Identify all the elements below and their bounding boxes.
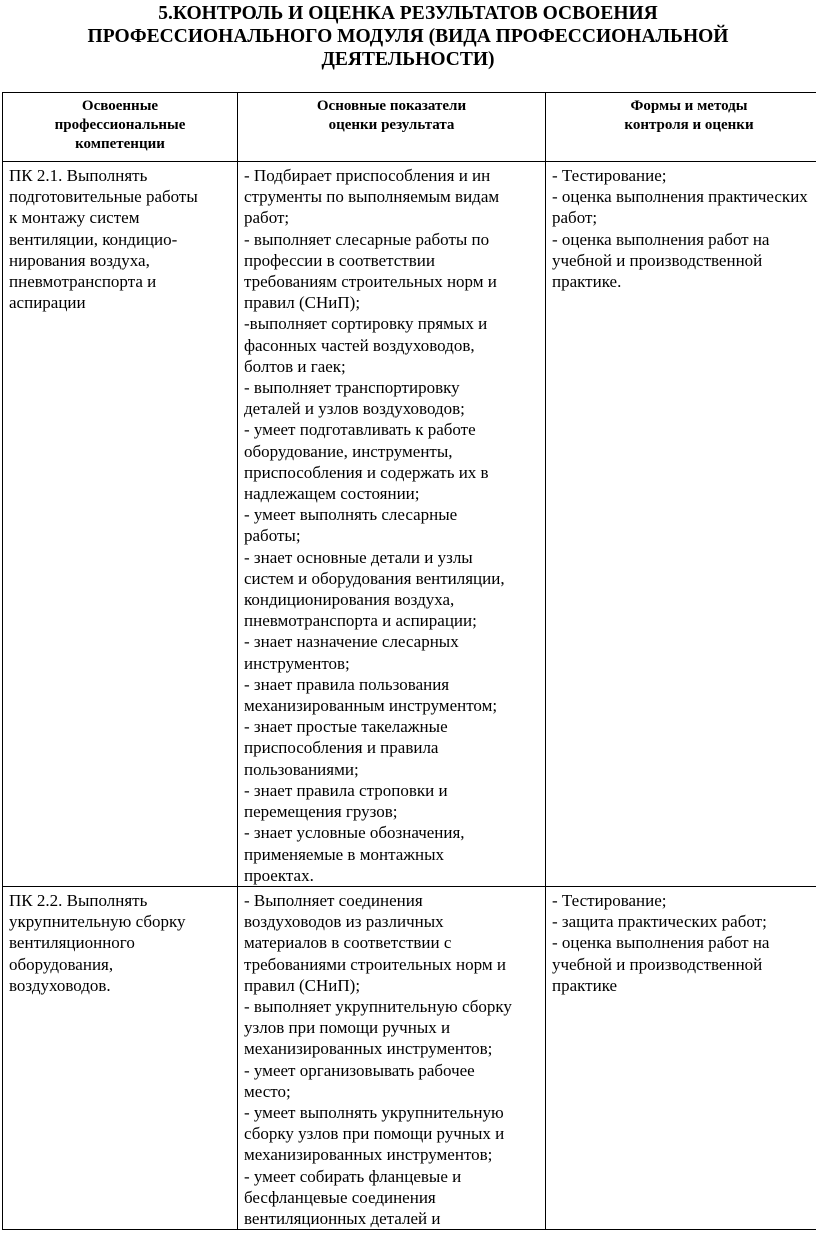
assessment-table xyxy=(2,92,816,1230)
competence-cell: ПК 2.2. Выполнять укрупнительную сборку вентиляционного оборудования, воздуховодов. xyxy=(3,886,238,1229)
table-viewport xyxy=(0,92,816,1235)
title-line-1: 5.КОНТРОЛЬ И ОЦЕНКА РЕЗУЛЬТАТОВ ОСВОЕНИЯ xyxy=(158,3,658,24)
header-indicators: Основные показатели оценки результата xyxy=(238,93,546,162)
indicators-cell: - Выполняет соединения воздуховодов из различных материалов в соответствии с требованиями строительных норм и правил (СНиП); - выполняет укрупнительную сборку узлов при помощи ручных и механизированных инструментов; - умеет организовывать рабочее место; - умеет выполнять укрупнительную сборку узлов при помощи ручных и механизированных инструментов; - умеет собирать фланцевые и бесфланцевые соединения вентиляционных деталей и xyxy=(238,886,546,1229)
title-line-2: ПРОФЕССИОНАЛЬНОГО МОДУЛЯ (ВИДА ПРОФЕССИОНАЛЬНОЙ xyxy=(87,26,729,47)
table-row xyxy=(3,162,816,887)
competence-cell: ПК 2.1. Выполнять подготовительные работы к монтажу систем вентиляции, кондицио- нирования воздуха, пневмотранспорта и аспирации xyxy=(3,162,238,887)
header-methods: Формы и методы контроля и оценки xyxy=(546,93,816,162)
header-competence: Освоенные профессиональные компетенции xyxy=(3,93,238,162)
methods-cell: - Тестирование; - защита практических работ; - оценка выполнения работ на учебной и производственной практике xyxy=(546,886,816,1229)
table-row xyxy=(3,886,816,1229)
indicators-cell: - Подбирает приспособления и ин струменты по выполняемым видам работ; - выполняет слесарные работы по профессии в соответствии требованиям строительных норм и правил (СНиП); -выполняет сортировку прямых и фасонных частей воздуховодов, болтов и гаек; - выполняет транспортировку деталей и узлов воздуховодов; - умеет подготавливать к работе оборудование, инструменты, приспособления и содержать их в надлежащем состоянии; - умеет выполнять слесарные работы; - знает основные детали и узлы систем и оборудования вентиляции, кондиционирования воздуха, пневмотранспорта и аспирации; - знает назначение слесарных инструментов; - знает правила пользования механизированным инструментом; - знает простые такелажные приспособления и правила пользованиями; - знает правила строповки и перемещения грузов; - знает условные обозначения, применяемые в монтажных проектах. xyxy=(238,162,546,887)
methods-cell: - Тестирование; - оценка выполнения практических работ; - оценка выполнения работ на учебной и производственной практике. xyxy=(546,162,816,887)
page-title xyxy=(0,2,816,71)
table-header-row xyxy=(3,93,816,162)
title-line-3: ДЕЯТЕЛЬНОСТИ) xyxy=(321,49,495,70)
